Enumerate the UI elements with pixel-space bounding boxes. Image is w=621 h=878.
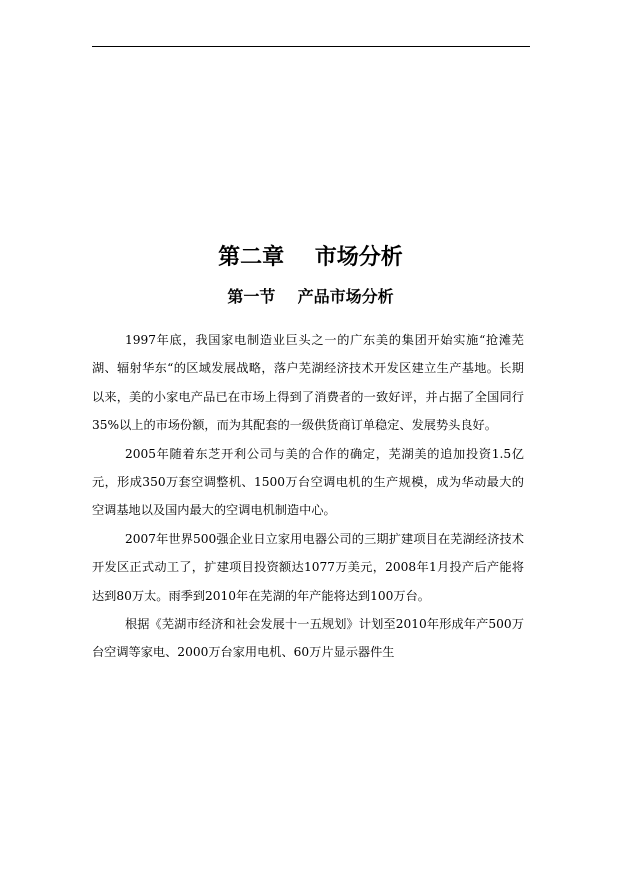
paragraph-3: 2007年世界500强企业日立家用电器公司的三期扩建项目在芜湖经济技术开发区正式动工了，扩建项目投资额达1077万美元，2008年1月投产后产能将达到80万太。雨季到2010年在芜湖的年产能将达到100万台。 [92, 531, 524, 603]
header-rule [92, 46, 530, 47]
body-text [92, 326, 524, 667]
chapter-title: 第二章 市场分析 [218, 245, 403, 270]
section-title: 第一节 产品市场分析 [227, 287, 394, 306]
paragraph-2: 2005年随着东芝开利公司与美的合作的确定，芜湖美的追加投资1.5亿元，形成350万套空调整机、1500万台空调电机的生产规模，成为华动最大的空调基地以及国内最大的空调电机制造中心。 [92, 446, 524, 518]
paragraph-4: 根据《芜湖市经济和社会发展十一五规划》计划至2010年形成年产500万台空调等家电、2000万台家用电机、60万片显示器件生 [92, 617, 524, 660]
paragraph-1: 1997年底，我国家电制造业巨头之一的广东美的集团开始实施“抢滩芜湖、辐射华东“的区域发展战略，落户芜湖经济技术开发区建立生产基地。长期以来，美的小家电产品已在市场上得到了消费者的一致好评，并占据了全国同行35%以上的市场份额，而为其配套的一级供货商订单稳定、发展势头良好。 [92, 333, 524, 433]
